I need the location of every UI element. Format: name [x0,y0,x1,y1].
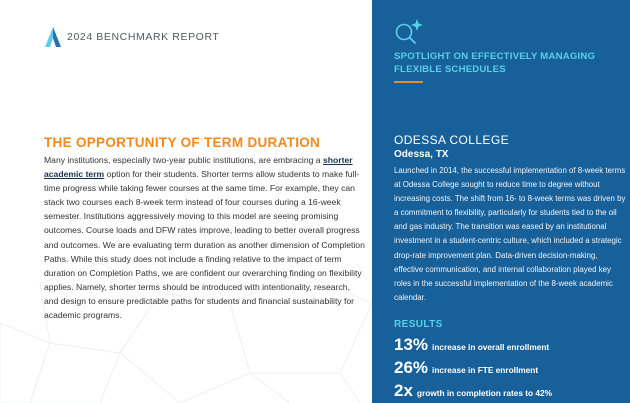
college-location: Odessa, TX [394,149,449,160]
paragraph-intro: Many institutions, especially two-year public institutions, are embracing a [44,155,323,165]
spotlight-sidebar [372,0,630,403]
spotlight-search-icon [394,17,424,45]
result-item [394,358,538,378]
result-number: 26% [394,358,429,377]
paragraph-rest: option for their students. Shorter terms allow students to make full-time progress while taking fewer courses at the same time. For example, they can stack two courses each 8-week term instead of four courses during a 16-week semester. Institutions aggressively moving to this model are seeing promising outcomes. Course loads and DFW rates improve, leading to better overall progress and outcomes. We are evaluating term duration as another dimension of Completion Paths. While this study does not include a finding relative to the impact of term duration on Completion Paths, we are confident our overarching finding on flexibility applies. Namely, shorter terms should be introduced with intentionality, research, and design to ensure predictable paths for students and financial sustainability for academic programs. [44,169,365,321]
result-item [394,335,549,355]
section-title: THE OPPORTUNITY OF TERM DURATION [44,135,321,150]
body-paragraph [44,153,366,322]
results-heading: RESULTS [394,319,443,330]
result-number: 13% [394,335,429,354]
report-title: 2024 BENCHMARK REPORT [67,31,220,43]
spotlight-title: SPOTLIGHT ON EFFECTIVELY MANAGING FLEXIBLE SCHEDULES [394,51,596,75]
college-name: ODESSA COLLEGE [394,133,509,147]
result-description: increase in FTE enrollment [432,365,539,375]
result-description: increase in overall enrollment [432,342,550,352]
shorter-academic-term-link[interactable]: shorter academic term [44,155,353,180]
title-divider [394,81,423,83]
result-item [394,381,552,401]
report-header [45,27,219,47]
result-number: 2x [394,381,413,400]
result-description: growth in completion rates to 42% [416,388,552,398]
college-story: Launched in 2014, the successful implementation of 8-week terms at Odessa College sought to reduce time to degree without increasing costs. The shift from 16- to 8-week terms was driven by a commitment to flexibility, particularly for students tied to the oil and gas industry. The transition was eased by an institutional investment in a student-centric culture, which included a strategic drop-rate improvement plan. Data-driven decision-making, effective communication, and internal collaboration played key roles in the successful implementation of the 8-week academic calendar. [394,166,626,302]
logo-icon [45,27,61,47]
